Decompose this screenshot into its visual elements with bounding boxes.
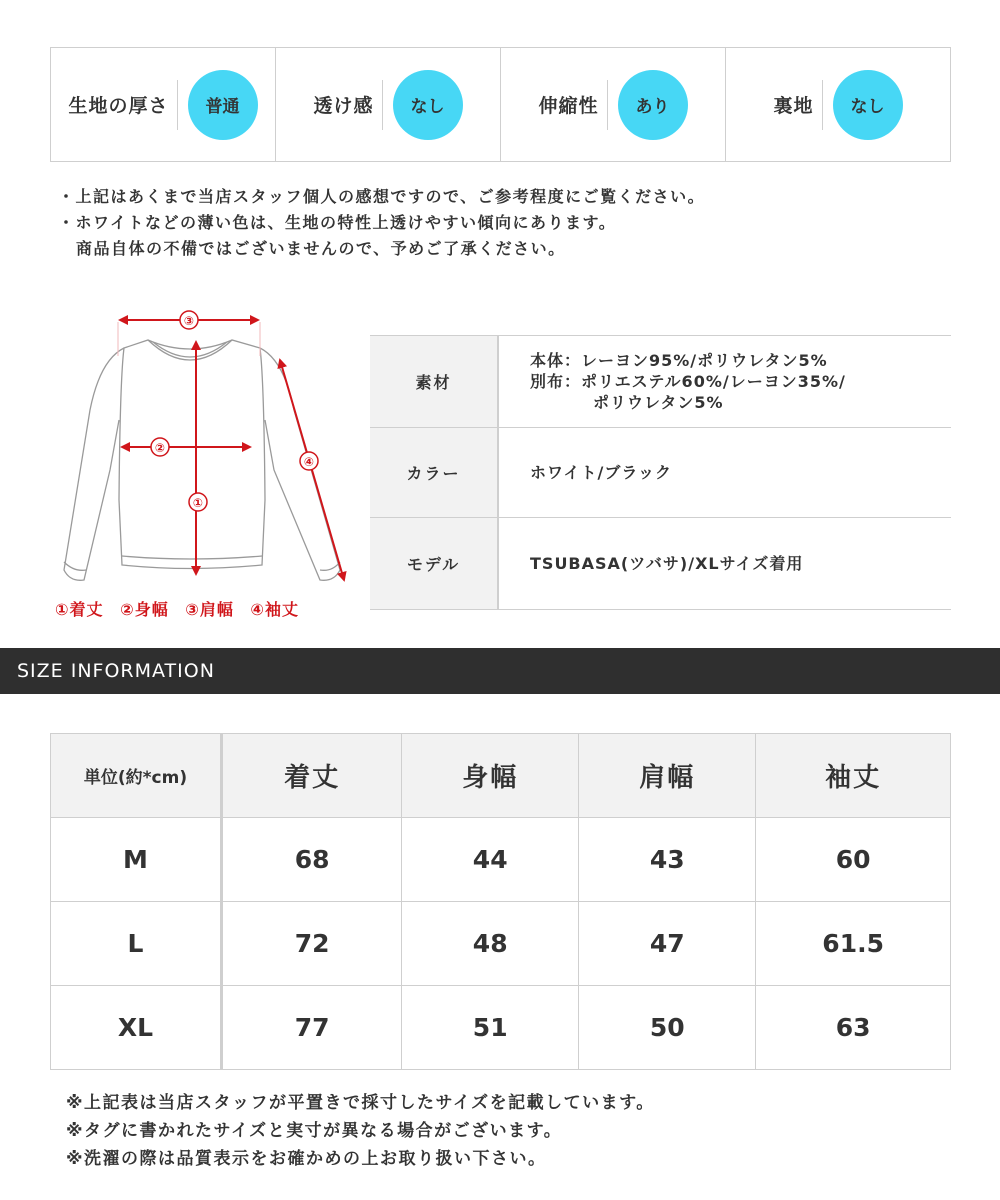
attr-badge: 普通 (188, 70, 258, 140)
sweater-illustration (50, 300, 360, 630)
marker-1-label: ① (192, 496, 204, 510)
table-cell: 77 (222, 986, 402, 1070)
size-table-header (51, 734, 951, 818)
legend-item: ②身幅 (120, 600, 169, 619)
attr-divider (607, 80, 608, 130)
marker-4-label: ④ (303, 455, 315, 469)
material-line: ポリウレタン5% (593, 393, 724, 412)
spec-value-material (498, 336, 951, 428)
column-header: 肩幅 (579, 734, 756, 818)
column-header: 着丈 (222, 734, 402, 818)
attr-label: 伸縮性 (538, 95, 599, 117)
table-cell: 47 (579, 902, 756, 986)
attr-label: 生地の厚さ (68, 95, 169, 117)
attr-badge: なし (833, 70, 903, 140)
table-cell: 68 (222, 818, 402, 902)
spec-row-material (370, 336, 951, 428)
table-row (51, 986, 951, 1070)
attr-badge: あり (618, 70, 688, 140)
table-cell: 43 (579, 818, 756, 902)
note-line: ・ホワイトなどの薄い色は、生地の特性上透けやすい傾向にあります。 (58, 213, 617, 232)
spec-row-color (370, 428, 951, 518)
spec-key: モデル (370, 518, 498, 610)
table-cell: 60 (756, 818, 951, 902)
table-cell: 61.5 (756, 902, 951, 986)
table-row (51, 902, 951, 986)
table-cell: 44 (402, 818, 579, 902)
table-cell: 48 (402, 902, 579, 986)
table-cell: 51 (402, 986, 579, 1070)
size-label: XL (51, 986, 222, 1070)
note-line: ※洗濯の際は品質表示をお確かめの上お取り扱い下さい。 (66, 1149, 547, 1169)
marker-3-label: ③ (183, 314, 195, 328)
note-line: 商品自体の不備ではございませんので、予めご了承ください。 (76, 239, 566, 258)
spec-row-model (370, 518, 951, 610)
spec-key: 素材 (370, 336, 498, 428)
attr-badge: なし (393, 70, 463, 140)
legend-item: ③肩幅 (185, 600, 234, 619)
note-line: ※上記表は当店スタッフが平置きで採寸したサイズを記載しています。 (66, 1093, 655, 1113)
diagram-legend (55, 597, 309, 620)
size-table (50, 733, 951, 1070)
marker-2 (151, 438, 169, 456)
attr-label: 透け感 (313, 95, 374, 117)
note-line: ※タグに書かれたサイズと実寸が異なる場合がございます。 (66, 1121, 563, 1141)
marker-4 (300, 452, 318, 470)
garment-diagram (50, 300, 360, 630)
attr-divider (382, 80, 383, 130)
legend-item: ①着丈 (55, 600, 104, 619)
attr-label: 裏地 (773, 95, 814, 117)
spec-table (370, 335, 951, 610)
attr-thickness (51, 48, 276, 161)
attr-divider (822, 80, 823, 130)
spec-value-model: TSUBASA(ツバサ)/XLサイズ着用 (498, 518, 951, 610)
attr-sheerness (276, 48, 501, 161)
attribute-notes (58, 184, 705, 262)
fabric-attributes (50, 47, 951, 162)
marker-1 (189, 493, 207, 511)
material-line: 別布：ポリエステル60%/レーヨン35%/ (530, 372, 846, 391)
marker-2-label: ② (154, 441, 166, 455)
attr-lining (726, 48, 950, 161)
size-label: M (51, 818, 222, 902)
marker-3 (180, 311, 198, 329)
table-cell: 63 (756, 986, 951, 1070)
size-information-header: SIZE INFORMATION (0, 648, 1000, 694)
column-header: 袖丈 (756, 734, 951, 818)
spec-key: カラー (370, 428, 498, 518)
column-header-unit: 単位(約*cm) (51, 734, 222, 818)
table-row (51, 818, 951, 902)
size-notes (66, 1089, 655, 1173)
attr-stretch (501, 48, 726, 161)
table-cell: 72 (222, 902, 402, 986)
column-header: 身幅 (402, 734, 579, 818)
spec-value-color: ホワイト/ブラック (498, 428, 951, 518)
legend-item: ④袖丈 (250, 600, 299, 619)
material-line: 本体：レーヨン95%/ポリウレタン5% (530, 351, 828, 370)
attr-divider (177, 80, 178, 130)
size-label: L (51, 902, 222, 986)
table-cell: 50 (579, 986, 756, 1070)
note-line: ・上記はあくまで当店スタッフ個人の感想ですので、ご参考程度にご覧ください。 (58, 187, 706, 206)
